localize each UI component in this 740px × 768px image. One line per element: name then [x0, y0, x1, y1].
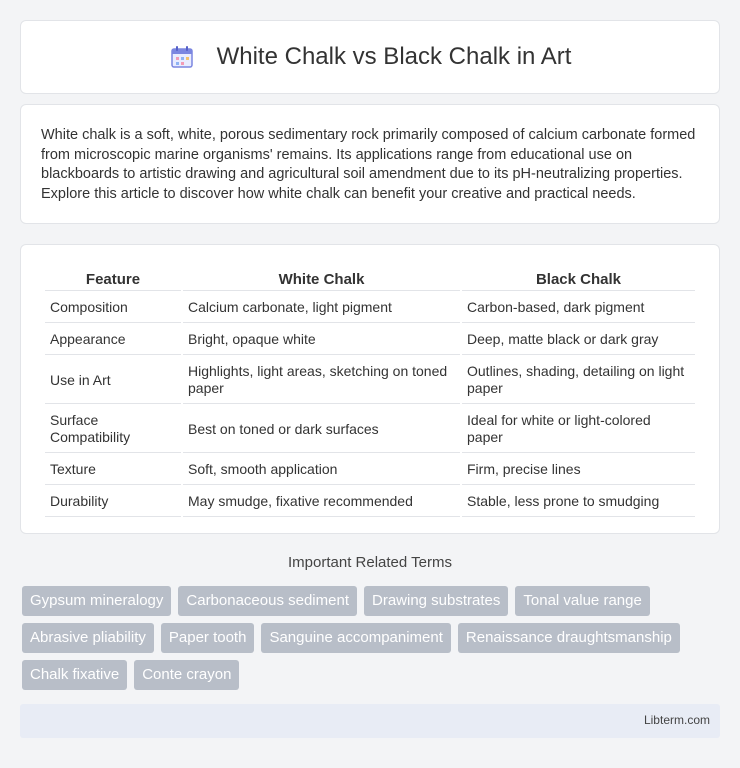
- related-term-tag[interactable]: Renaissance draughtsmanship: [458, 623, 680, 653]
- intro-text: White chalk is a soft, white, porous sedimentary rock primarily composed of calcium carbonate formed from microscopic marine organisms' remains. Its applications range from educational use on blackboards to artistic drawing and agricultural soil amendment due to its pH-neutralizing properties. Explore this article to discover how white chalk can benefit your creative and practical needs.: [41, 127, 696, 202]
- related-term-tag[interactable]: Tonal value range: [515, 586, 649, 616]
- calendar-icon: [169, 44, 195, 70]
- table-header-row: [45, 267, 695, 291]
- related-term-tag[interactable]: Sanguine accompaniment: [261, 623, 450, 653]
- related-terms-heading: Important Related Terms: [288, 554, 452, 571]
- related-term-tag[interactable]: Conte crayon: [134, 660, 239, 690]
- table-cell: Calcium carbonate, light pigment: [183, 293, 460, 323]
- table-row: [45, 325, 695, 355]
- table-cell: Best on toned or dark surfaces: [183, 406, 460, 453]
- table-cell: Texture: [45, 455, 181, 485]
- table-row: [45, 293, 695, 323]
- header-feature: Feature: [45, 267, 181, 291]
- page-title: White Chalk vs Black Chalk in Art: [216, 43, 572, 70]
- header-white-chalk: White Chalk: [183, 267, 460, 291]
- header-black-chalk: Black Chalk: [462, 267, 695, 291]
- related-term-tag[interactable]: Carbonaceous sediment: [178, 586, 357, 616]
- table-cell: Soft, smooth application: [183, 455, 460, 485]
- table-cell: Highlights, light areas, sketching on toned paper: [183, 357, 460, 404]
- table-row: [45, 487, 695, 517]
- table-row: [45, 455, 695, 485]
- footer-site-link[interactable]: Libterm.com: [643, 713, 710, 727]
- related-term-tag[interactable]: Abrasive pliability: [22, 623, 154, 653]
- table-cell: Composition: [45, 293, 181, 323]
- table-cell: Bright, opaque white: [183, 325, 460, 355]
- table-cell: Durability: [45, 487, 181, 517]
- table-cell: Ideal for white or light-colored paper: [462, 406, 695, 453]
- table-cell: Outlines, shading, detailing on light paper: [462, 357, 695, 404]
- table-cell: Carbon-based, dark pigment: [462, 293, 695, 323]
- table-cell: Stable, less prone to smudging: [462, 487, 695, 517]
- footer: [20, 704, 720, 738]
- intro-card: [20, 104, 720, 224]
- comparison-table: [43, 265, 697, 519]
- table-cell: May smudge, fixative recommended: [183, 487, 460, 517]
- related-term-tag[interactable]: Chalk fixative: [22, 660, 127, 690]
- table-cell: Use in Art: [45, 357, 181, 404]
- related-term-tag[interactable]: Drawing substrates: [364, 586, 508, 616]
- related-term-tag[interactable]: Paper tooth: [161, 623, 255, 653]
- title-card: [20, 20, 720, 94]
- comparison-card: [20, 244, 720, 534]
- table-cell: Surface Compatibility: [45, 406, 181, 453]
- table-row: [45, 357, 695, 404]
- table-row: [45, 406, 695, 453]
- table-cell: Deep, matte black or dark gray: [462, 325, 695, 355]
- table-cell: Firm, precise lines: [462, 455, 695, 485]
- table-cell: Appearance: [45, 325, 181, 355]
- related-terms-list: [22, 586, 722, 690]
- related-term-tag[interactable]: Gypsum mineralogy: [22, 586, 171, 616]
